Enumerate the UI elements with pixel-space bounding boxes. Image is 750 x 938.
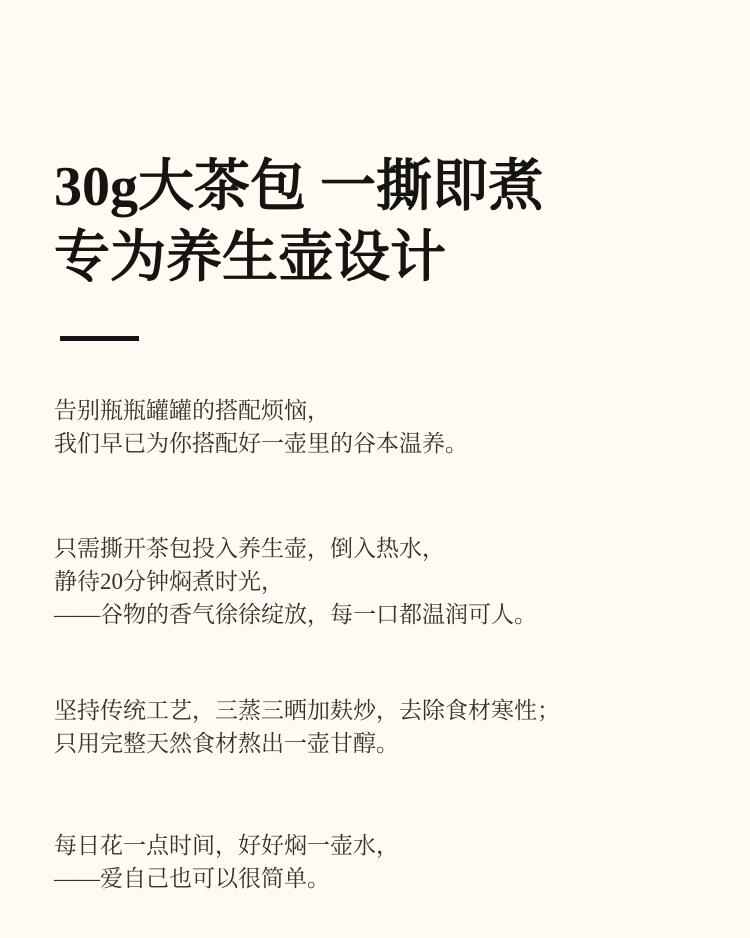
- paragraph-line: 我们早已为你搭配好一壶里的谷本温养。: [54, 431, 468, 456]
- paragraph-line: 每日花一点时间，好好焖一壶水，: [54, 833, 399, 858]
- page-title: [54, 152, 544, 294]
- paragraph-line: ——爱自己也可以很简单。: [54, 866, 330, 891]
- paragraph-line: 告别瓶瓶罐罐的搭配烦恼，: [54, 398, 330, 423]
- paragraph-line: 只需撕开茶包投入养生壶，倒入热水，: [54, 536, 445, 561]
- title-underline-divider: [60, 336, 139, 341]
- title-line-1: 30g大茶包 一撕即煮: [54, 156, 544, 218]
- paragraph-line: 静待20分钟焖煮时光，: [54, 569, 284, 594]
- paragraph-line: 坚持传统工艺，三蒸三晒加麸炒，去除食材寒性；: [54, 698, 560, 723]
- description-paragraph-3: [54, 694, 560, 760]
- title-line-2: 专为养生壶设计: [54, 227, 446, 289]
- paragraph-line: 只用完整天然食材熬出一壶甘醇。: [54, 731, 399, 756]
- description-paragraph-2: [54, 532, 537, 631]
- description-paragraph-1: [54, 394, 468, 460]
- paragraph-line: ——谷物的香气徐徐绽放，每一口都温润可人。: [54, 602, 537, 627]
- description-paragraph-4: [54, 829, 399, 895]
